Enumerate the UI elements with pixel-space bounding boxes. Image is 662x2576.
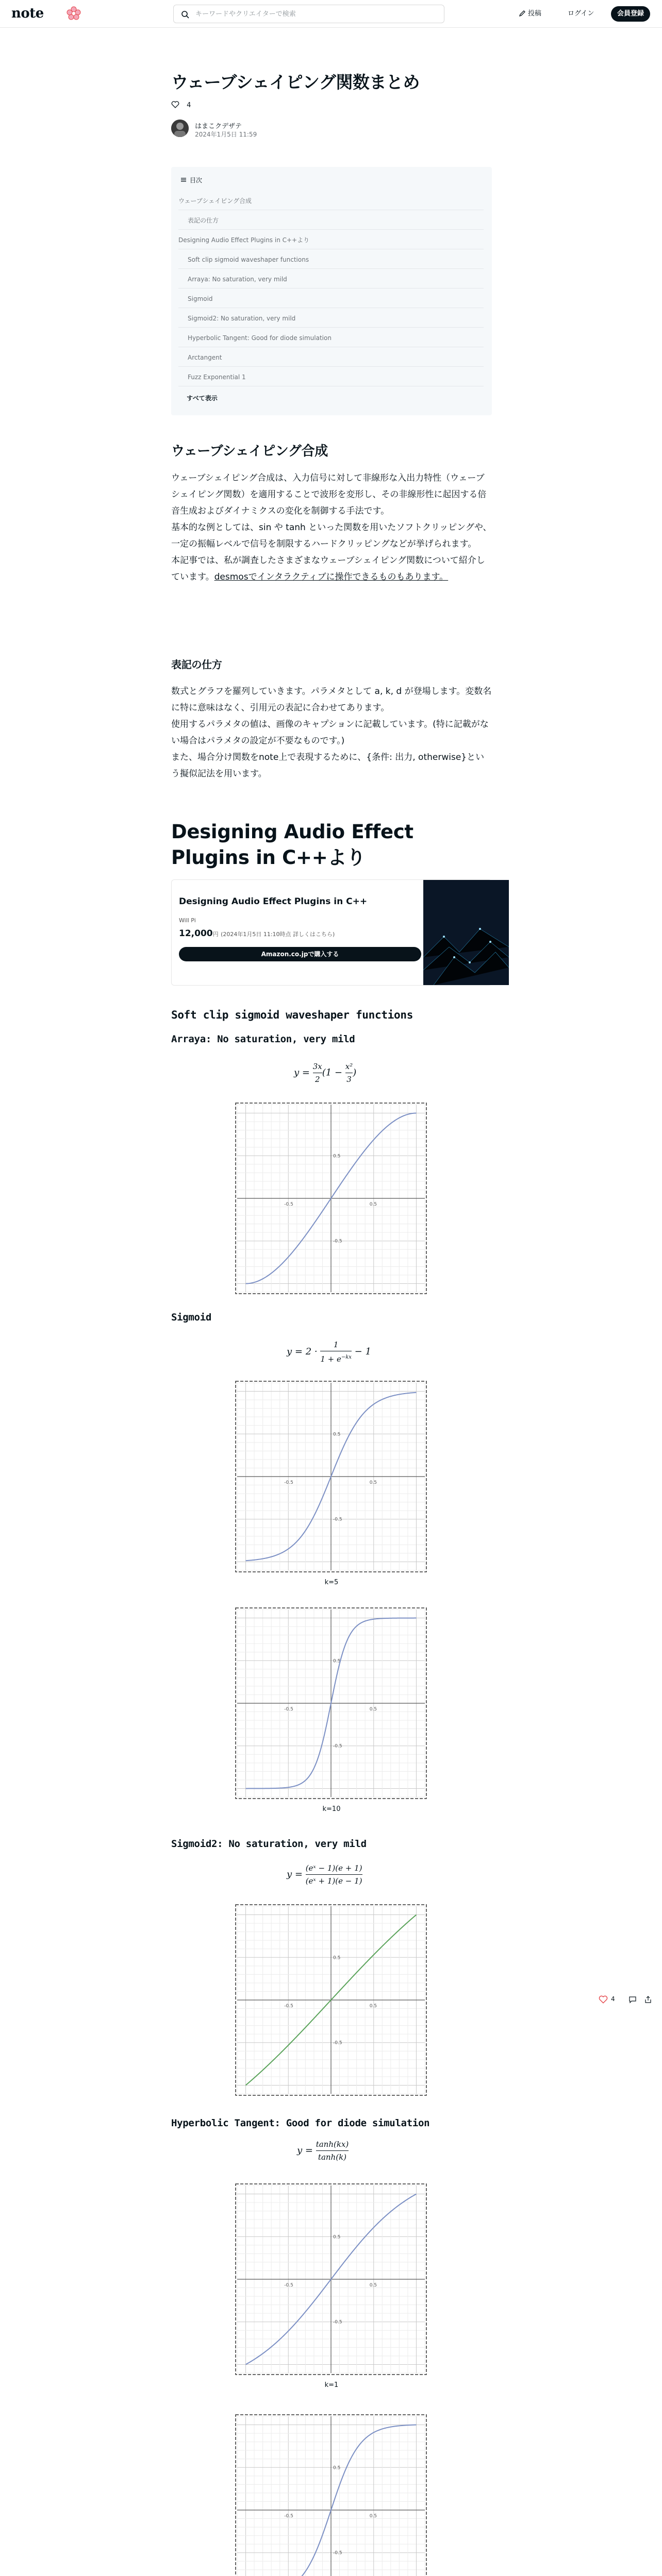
post-date: 2024年1月5日 11:59 bbox=[195, 131, 257, 138]
x-tick-label: 0.5 bbox=[369, 2514, 377, 2519]
author-name[interactable]: はまこクデザテ bbox=[195, 123, 242, 130]
section-heading: 表記の仕方 bbox=[171, 658, 222, 671]
x-tick-label: -0.5 bbox=[284, 1202, 293, 1207]
desmos-link[interactable]: desmosでインタラクティブに操作できるものもあります。 bbox=[214, 572, 449, 582]
amazon-buy-button[interactable]: Amazon.co.jpで購入する bbox=[179, 947, 421, 961]
formula-sigmoid: y = 2 · $\frac{1}{1 + e^{-kx}}$ − 1 bbox=[287, 1338, 371, 1365]
x-tick-label: 0.5 bbox=[369, 1707, 377, 1712]
comment-icon[interactable] bbox=[628, 1995, 637, 2004]
toc-item[interactable]: Arctangent bbox=[178, 353, 484, 367]
amazon-card[interactable] bbox=[171, 879, 492, 986]
subsection-heading: Soft clip sigmoid waveshaper functions bbox=[171, 1009, 413, 1021]
book-cover-image[interactable] bbox=[423, 880, 509, 985]
pen-icon bbox=[519, 10, 526, 17]
sakura-icon bbox=[66, 6, 81, 21]
y-tick-label: -0.5 bbox=[333, 1239, 342, 1244]
function-heading: Arraya: No saturation, very mild bbox=[171, 1033, 355, 1045]
x-tick-label: -0.5 bbox=[284, 1480, 293, 1485]
function-heading: Sigmoid2: No saturation, very mild bbox=[171, 1838, 367, 1850]
x-tick-label: -0.5 bbox=[284, 2004, 293, 2009]
price-suffix: 円 bbox=[212, 931, 219, 938]
login-button[interactable]: ログイン bbox=[568, 10, 594, 18]
y-tick-label: -0.5 bbox=[333, 2040, 342, 2046]
avatar-icon bbox=[171, 120, 189, 137]
plot-sigmoid2 bbox=[235, 1904, 427, 2096]
price-value: 12,000 bbox=[179, 928, 213, 939]
author-info[interactable] bbox=[171, 118, 326, 139]
price-note: (2024年1月5日 11:10時点 詳しくはこちら) bbox=[221, 931, 335, 938]
function-heading: Sigmoid bbox=[171, 1312, 211, 1323]
y-tick-label: 0.5 bbox=[333, 1955, 341, 1961]
paragraph: また、場合分け関数をnote上で表現するために、{条件: 出力, otherwise}という擬似記法を用います。 bbox=[171, 752, 485, 779]
plot-sigmoid-k5 bbox=[235, 1381, 427, 1572]
like-row[interactable] bbox=[171, 101, 191, 109]
paragraph: 基本的な例としては、sin や tanh といった関数を用いたソフトクリッピングや、一定の振幅レベルで信号を制限するハードクリッピングなどが挙げられます。 bbox=[171, 522, 492, 549]
plot-arraya bbox=[235, 1103, 427, 1294]
y-tick-label: 0.5 bbox=[333, 2234, 341, 2240]
y-tick-label: -0.5 bbox=[333, 2550, 342, 2556]
table-of-contents bbox=[171, 167, 492, 415]
avatar[interactable] bbox=[171, 120, 189, 137]
toc-item[interactable]: Soft clip sigmoid waveshaper functions bbox=[178, 256, 484, 269]
figure-caption: k=1 bbox=[324, 2381, 339, 2389]
x-tick-label: 0.5 bbox=[369, 2283, 377, 2288]
toc-heading bbox=[180, 176, 202, 184]
toc-item[interactable]: Hyperbolic Tangent: Good for diode simulation bbox=[178, 334, 484, 347]
like-count: 4 bbox=[187, 101, 191, 109]
amazon-price bbox=[179, 928, 335, 939]
plot-sigmoid-k10 bbox=[235, 1607, 427, 1799]
search-box[interactable] bbox=[173, 5, 444, 23]
floating-actions bbox=[599, 1992, 660, 2008]
paragraph: ウェーブシェイピング合成は、入力信号に対して非線形な入出力特性（ウェーブシェイピング関数）を適用することで波形を変形し、その非線形性に起因する倍音生成およびダイナミクスの変化を制御する手法です。 bbox=[171, 473, 487, 516]
toc-item[interactable]: Designing Audio Effect Plugins in C++より bbox=[178, 236, 484, 249]
toc-item[interactable]: 表記の仕方 bbox=[178, 216, 484, 230]
y-tick-label: 0.5 bbox=[333, 1658, 341, 1664]
toc-show-all[interactable]: すべて表示 bbox=[187, 395, 218, 402]
heart-icon[interactable] bbox=[599, 1995, 608, 2004]
signup-button[interactable]: 会員登録 bbox=[611, 6, 650, 22]
site-header bbox=[0, 0, 662, 28]
x-tick-label: -0.5 bbox=[284, 2283, 293, 2288]
toc-item[interactable]: Arraya: No saturation, very mild bbox=[178, 275, 484, 289]
x-tick-label: 0.5 bbox=[369, 2004, 377, 2009]
figure-caption: k=10 bbox=[322, 1805, 341, 1813]
section-heading: Designing Audio Effect Plugins in C++より bbox=[171, 821, 413, 869]
toc-item[interactable]: Sigmoid2: No saturation, very mild bbox=[178, 314, 484, 328]
x-tick-label: -0.5 bbox=[284, 2514, 293, 2519]
plot-tanh-k1 bbox=[235, 2183, 427, 2375]
paragraph bbox=[171, 552, 492, 585]
formula-tanh: y = $\frac{\tanh(kx)}{\tanh(k)}$ bbox=[297, 2138, 349, 2163]
formula-arraya: y = $\frac{3x}{2}$ (1 − $\frac{\text{x²}}{3}$ ) bbox=[294, 1060, 356, 1086]
like-count: 4 bbox=[611, 1995, 615, 2003]
toc-list-icon bbox=[180, 177, 187, 183]
x-tick-label: 0.5 bbox=[369, 1480, 377, 1485]
toc-item[interactable]: Sigmoid bbox=[178, 295, 484, 308]
post-button[interactable] bbox=[519, 8, 541, 20]
y-tick-label: 0.5 bbox=[333, 1432, 341, 1437]
y-tick-label: 0.5 bbox=[333, 2465, 341, 2471]
plot-tanh-k3 bbox=[235, 2414, 427, 2576]
x-tick-label: -0.5 bbox=[284, 1707, 293, 1712]
amazon-title[interactable]: Designing Audio Effect Plugins in C++ bbox=[179, 896, 368, 907]
post-label: 投稿 bbox=[528, 10, 542, 18]
amazon-author: Will Pi bbox=[179, 917, 196, 924]
paragraph-text: 本記事では、私が調査したさまざまなウェーブシェイピング関数について紹介しています。 bbox=[171, 555, 485, 582]
section-heading: ウェーブシェイピング合成 bbox=[171, 444, 328, 459]
paragraph: 数式とグラフを羅列していきます。パラメタとして a, k, d が登場します。変数名に特に意味はなく、引用元の表記に合わせてあります。 bbox=[171, 686, 492, 713]
y-tick-label: 0.5 bbox=[333, 1154, 341, 1159]
article-title: ウェーブシェイピング関数まとめ bbox=[171, 72, 420, 92]
toc-item[interactable]: Fuzz Exponential 1 bbox=[178, 373, 484, 386]
heart-icon bbox=[171, 101, 179, 108]
toc-item[interactable]: ウェーブシェイピング合成 bbox=[178, 197, 484, 210]
y-tick-label: -0.5 bbox=[333, 2319, 342, 2325]
note-logo[interactable]: note bbox=[11, 6, 44, 21]
y-tick-label: -0.5 bbox=[333, 1517, 342, 1522]
toc-heading-label: 目次 bbox=[190, 177, 203, 184]
function-heading: Hyperbolic Tangent: Good for diode simulation bbox=[171, 2117, 430, 2129]
formula-sigmoid2: y = $\frac{\text{(eˣ − 1)(e + 1)}}{\text{(eˣ + 1)(e − 1)}}$ bbox=[287, 1862, 362, 1887]
figure-caption: k=5 bbox=[324, 1579, 339, 1586]
paragraph: 使用するパラメタの値は、画像のキャプションに記載しています。(特に記載がない場合はパラメタの設定が不要なものです。) bbox=[171, 719, 489, 746]
share-icon[interactable] bbox=[644, 1995, 652, 2004]
x-tick-label: 0.5 bbox=[369, 1202, 377, 1207]
search-placeholder: キーワードやクリエイターで検索 bbox=[195, 10, 296, 18]
y-tick-label: -0.5 bbox=[333, 1743, 342, 1749]
search-icon bbox=[181, 10, 189, 19]
